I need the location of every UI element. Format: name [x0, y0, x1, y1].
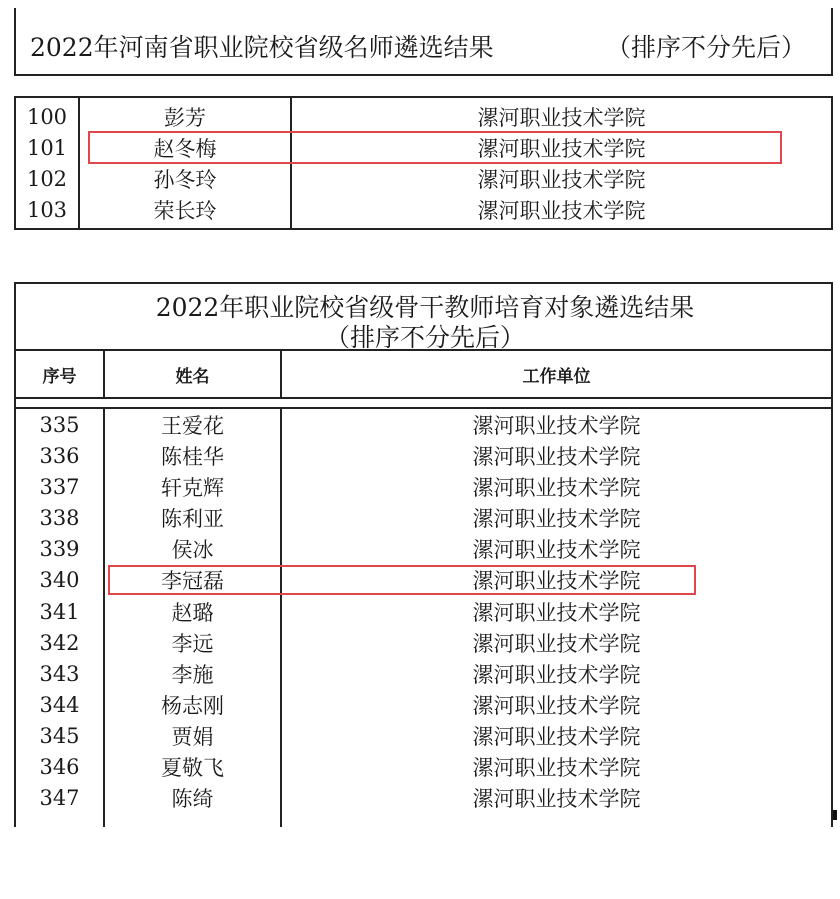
highlight-box — [108, 565, 696, 595]
row-name: 陈利亚 — [161, 506, 224, 531]
row-name: 轩克辉 — [161, 475, 224, 500]
row-unit: 漯河职业技术学院 — [472, 724, 641, 749]
row-number: 338 — [39, 505, 80, 530]
row-unit: 漯河职业技术学院 — [472, 537, 641, 562]
row-unit: 漯河职业技术学院 — [477, 137, 646, 161]
row-unit: 漯河职业技术学院 — [477, 199, 646, 223]
row-unit: 漯河职业技术学院 — [477, 168, 646, 192]
header-unit: 工作单位 — [522, 366, 591, 387]
row-name: 孙冬玲 — [153, 168, 217, 192]
row-name: 夏敬飞 — [161, 755, 224, 780]
row-name: 侯冰 — [171, 537, 214, 562]
row-unit: 漯河职业技术学院 — [472, 693, 641, 718]
row-unit: 漯河职业技术学院 — [472, 506, 641, 531]
row-number: 335 — [39, 412, 80, 437]
row-number: 343 — [39, 661, 80, 686]
table1-title: 2022年河南省职业院校省级名师遴选结果 — [30, 33, 494, 62]
edge-mark — [833, 810, 837, 820]
row-number: 100 — [26, 105, 68, 129]
row-name: 李远 — [171, 631, 214, 656]
highlight-box — [88, 131, 782, 164]
row-number: 103 — [26, 198, 68, 222]
row-number: 339 — [39, 536, 80, 561]
row-unit: 漯河职业技术学院 — [472, 755, 641, 780]
row-unit: 漯河职业技术学院 — [472, 786, 641, 811]
row-name: 陈绮 — [171, 786, 214, 811]
row-unit: 漯河职业技术学院 — [472, 662, 641, 687]
row-name: 贾娟 — [171, 724, 214, 749]
row-number: 344 — [39, 692, 80, 717]
row-unit: 漯河职业技术学院 — [472, 568, 641, 593]
row-unit: 漯河职业技术学院 — [477, 106, 646, 130]
row-unit: 漯河职业技术学院 — [472, 413, 641, 438]
row-number: 347 — [39, 785, 80, 810]
row-name: 赵璐 — [171, 600, 214, 625]
header-number: 序号 — [42, 366, 77, 387]
row-name: 赵冬梅 — [153, 137, 217, 161]
table2-subtitle: （排序不分先后） — [324, 323, 525, 352]
row-number: 102 — [26, 167, 68, 191]
row-name: 杨志刚 — [161, 693, 224, 718]
row-name: 陈桂华 — [161, 444, 224, 469]
header-name: 姓名 — [175, 366, 210, 387]
row-unit: 漯河职业技术学院 — [472, 631, 641, 656]
row-name: 李施 — [171, 662, 214, 687]
row-number: 341 — [39, 599, 80, 624]
row-number: 346 — [39, 754, 80, 779]
row-number: 340 — [39, 567, 80, 592]
row-number: 101 — [26, 136, 68, 160]
row-unit: 漯河职业技术学院 — [472, 475, 641, 500]
table2-title: 2022年职业院校省级骨干教师培育对象遴选结果 — [155, 293, 695, 322]
row-number: 336 — [39, 443, 80, 468]
table1-note: （排序不分先后） — [606, 33, 807, 62]
row-number: 337 — [39, 474, 80, 499]
row-unit: 漯河职业技术学院 — [472, 600, 641, 625]
row-name: 李冠磊 — [161, 568, 224, 593]
row-name: 荣长玲 — [153, 199, 217, 223]
row-name: 王爱花 — [161, 413, 224, 438]
row-number: 342 — [39, 630, 80, 655]
row-name: 彭芳 — [164, 106, 206, 130]
row-unit: 漯河职业技术学院 — [472, 444, 641, 469]
row-number: 345 — [39, 723, 80, 748]
